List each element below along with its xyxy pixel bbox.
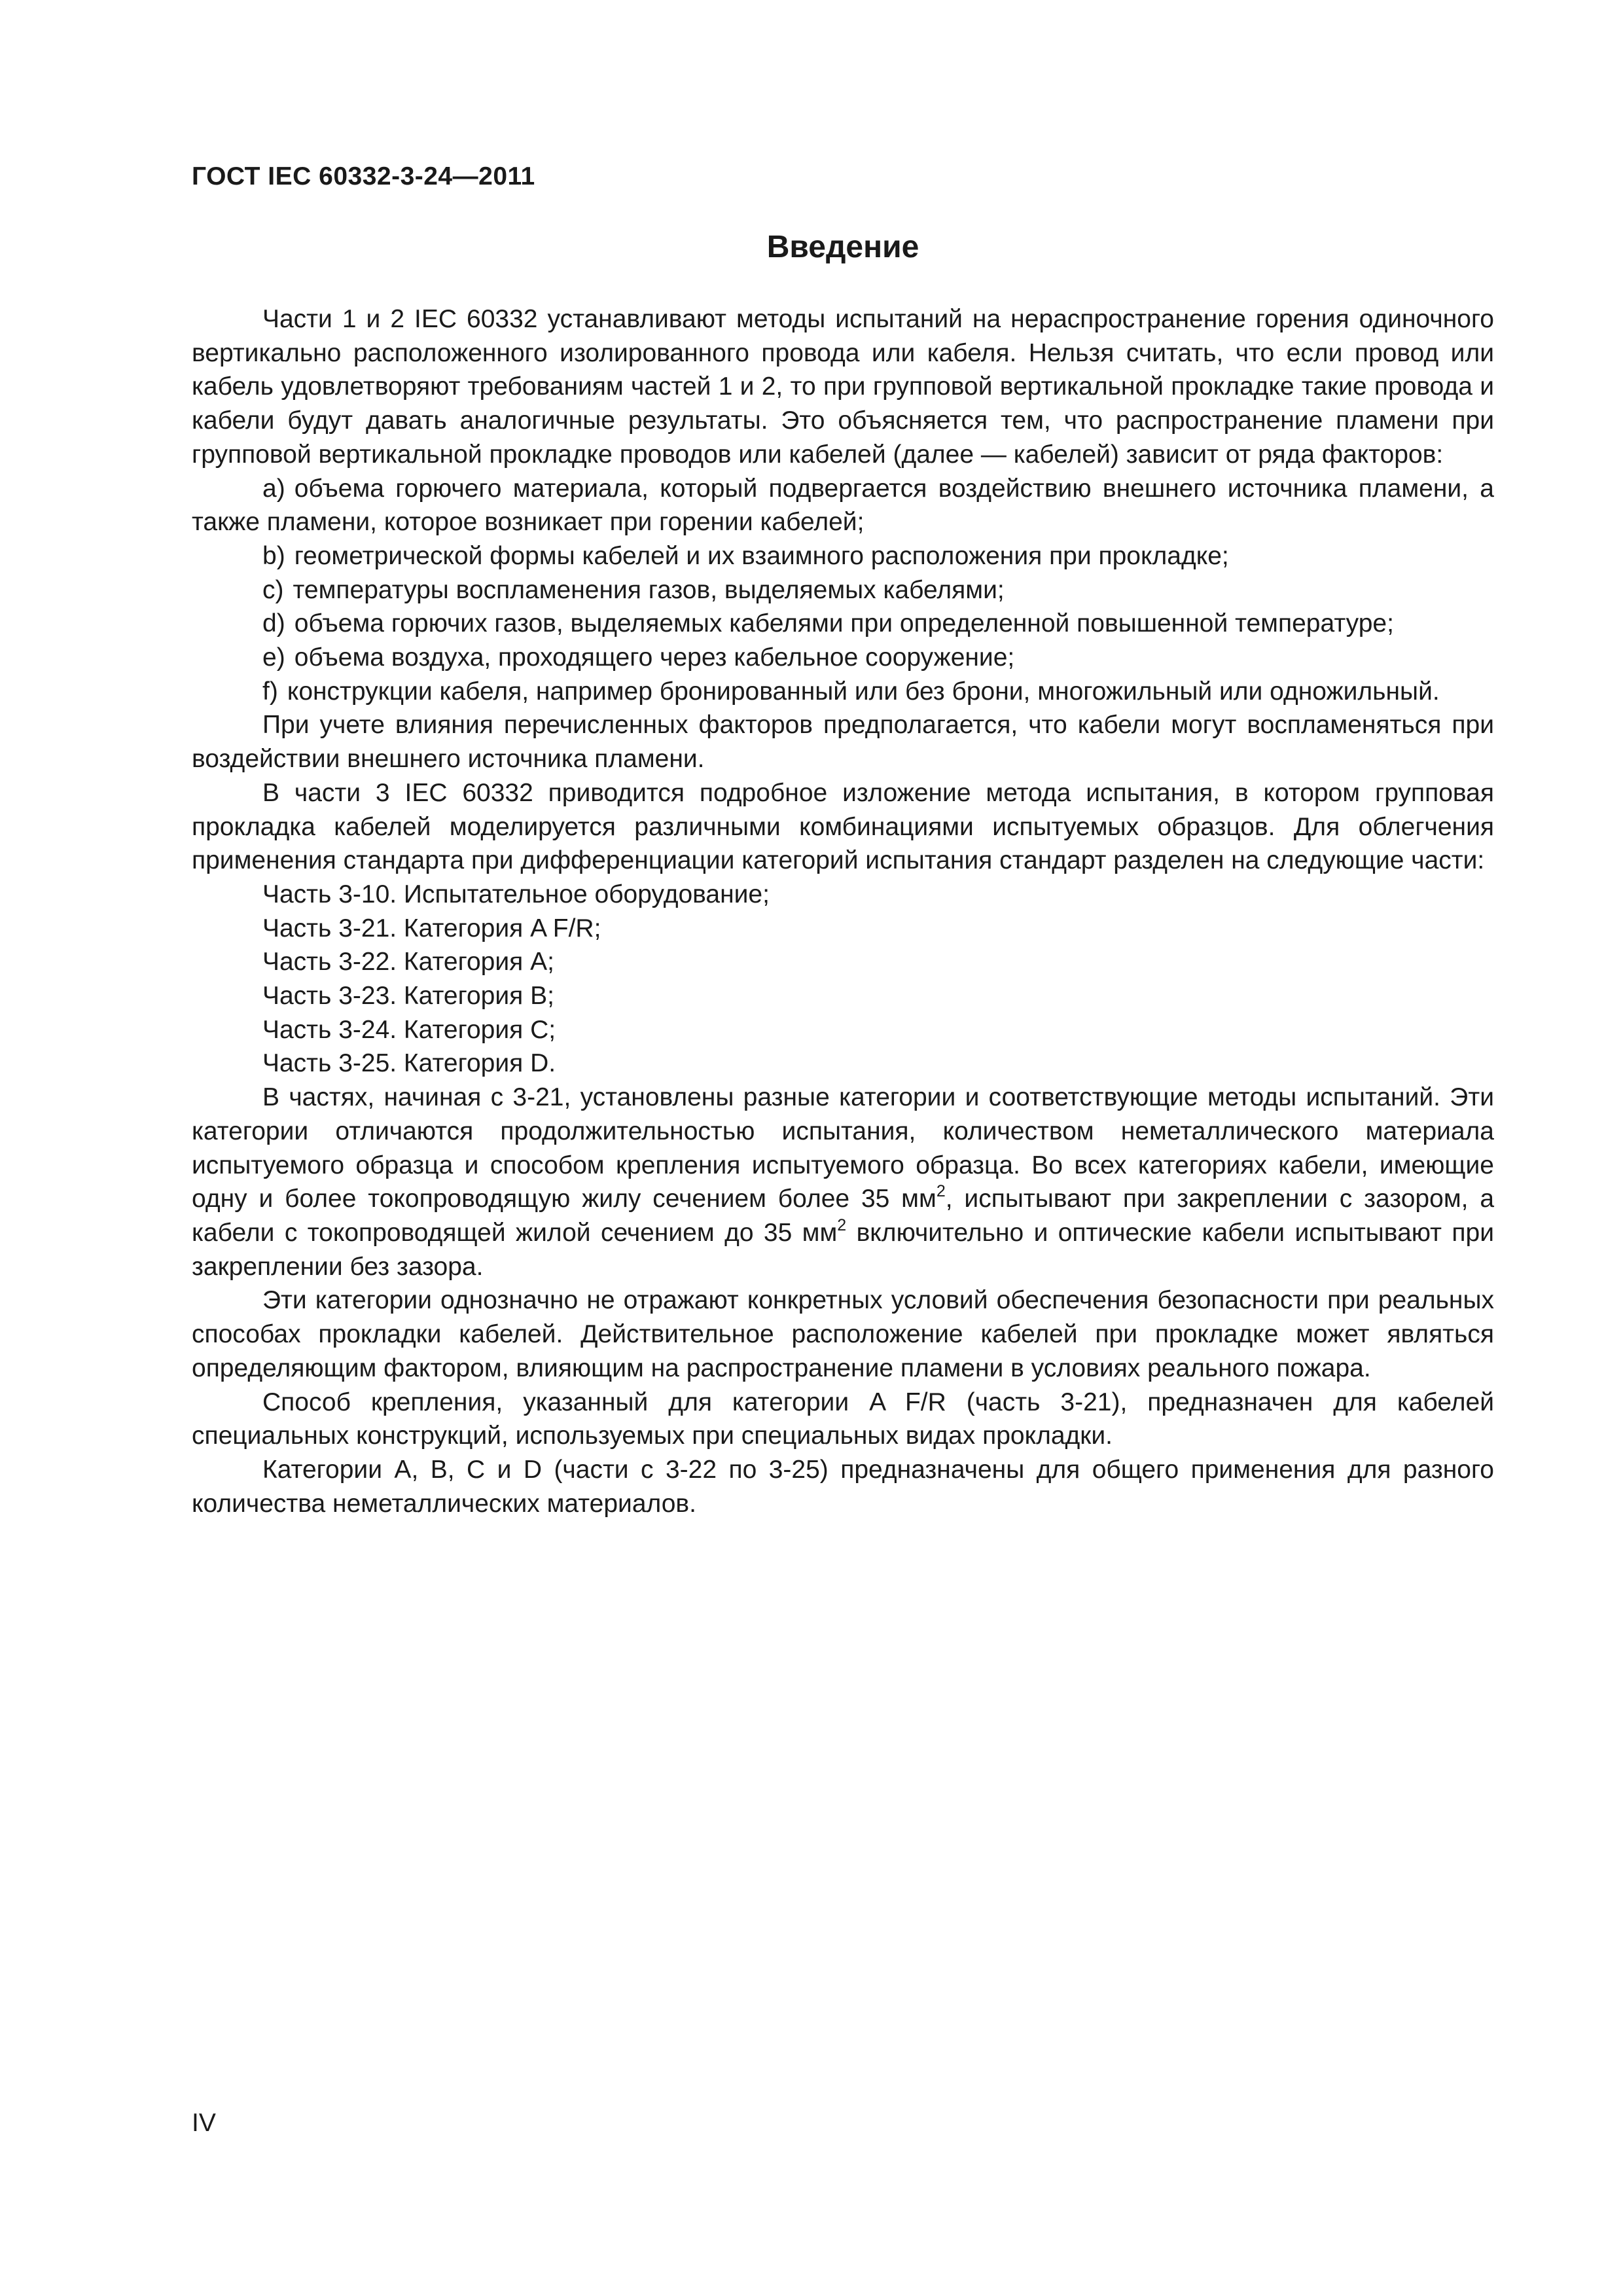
safety-paragraph: Эти категории однозначно не отражают конкретных условий обеспечения безопасности при реальных способах прокладки кабелей. Действительное расположение кабелей при прокладке может являться определяющим фактором, влияющим на распространение пламени в условиях реального пожара. (192, 1286, 1494, 1382)
list-item (192, 641, 1494, 675)
categories-text-part1: В частях, начиная с 3-21, установлены разные категории и соответствующие методы испытаний. Эти категории отличаются продолжительностью испытания, количеством неметаллического материала испытуемого образца и способом крепления испытуемого образца. Во всех категориях кабели, имеющие одну и более токопроводящую жилу сечением более 35 мм (192, 1083, 1494, 1213)
page-number: IV (192, 2109, 216, 2137)
list-marker: f) (262, 677, 278, 706)
list-item: Часть 3-21. Категория A F/R; (262, 914, 601, 942)
list-marker: b) (262, 541, 285, 570)
list-item: Часть 3-24. Категория C; (262, 1015, 556, 1044)
list-item (192, 472, 1494, 539)
superscript: 2 (936, 1182, 946, 1201)
part3-paragraph: В части 3 IEC 60332 приводится подробное изложение метода испытания, в котором групповая прокладка кабелей моделируется различными комбинациями испытуемых образцов. Для облегчения применения стандарта при дифференциации категорий испытания стандарт разделен на следующие части: (192, 778, 1494, 875)
general-paragraph: Категории A, B, C и D (части с 3-22 по 3-25) предназначены для общего применения для разного количества неметаллических материалов. (192, 1455, 1494, 1518)
factors-list (192, 472, 1494, 709)
superscript: 2 (837, 1215, 847, 1234)
parts-list (192, 878, 1494, 1081)
document-body (192, 302, 1494, 1520)
list-item: Часть 3-25. Категория D. (262, 1049, 556, 1078)
factors-conclusion-paragraph: При учете влияния перечисленных факторов предполагается, что кабели могут воспламеняться при воздействии внешнего источника пламени. (192, 711, 1494, 774)
section-title: Введение (766, 230, 919, 264)
mounting-paragraph: Способ крепления, указанный для категории A F/R (часть 3-21), предназначен для кабелей специальных конструкций, используемых при специальных видах прокладки. (192, 1388, 1494, 1450)
list-item: Часть 3-22. Категория A; (262, 948, 554, 977)
list-marker: a) (262, 474, 285, 503)
categories-paragraph (192, 1081, 1494, 1283)
document-code-header: ГОСТ IEC 60332-3-24—2011 (192, 162, 535, 190)
list-item (192, 539, 1494, 573)
list-marker: e) (262, 643, 285, 672)
list-item: Часть 3-10. Испытательное оборудование; (262, 880, 770, 908)
list-item-text: объема горючего материала, который подвергается воздействию внешнего источника пламени, а также пламени, которое возникает при горении кабелей; (192, 474, 1494, 537)
list-marker: d) (262, 609, 285, 638)
list-item-text: конструкции кабеля, например бронированный или без брони, многожильный или одножильный. (287, 677, 1440, 706)
list-marker: c) (262, 575, 284, 604)
list-item (192, 675, 1494, 709)
categories-text-part2: , испытывают при закреплении с зазором, а кабели с токопроводящей жилой сечением до 35 мм (192, 1185, 1495, 1247)
list-item-text: объема воздуха, проходящего через кабельное сооружение; (294, 643, 1015, 672)
intro-paragraph: Части 1 и 2 IEC 60332 устанавливают методы испытаний на нераспространение горения одиночного вертикально расположенного изолированного провода или кабеля. Нельзя считать, что если провод или кабель удовлетворяют требованиям частей 1 и 2, то при групповой вертикальной прокладке такие провода и кабели будут давать аналогичные результаты. Это объясняется тем, что распространение пламени при групповой вертикальной прокладке проводов или кабелей (далее — кабелей) зависит от ряда факторов: (192, 305, 1494, 469)
list-item (192, 607, 1494, 641)
list-item-text: геометрической формы кабелей и их взаимного расположения при прокладке; (294, 541, 1229, 570)
categories-text-part3: включительно и оптические кабели испытывают при закреплении без зазора. (192, 1218, 1494, 1281)
list-item-text: температуры воспламенения газов, выделяемых кабелями; (293, 575, 1005, 604)
list-item (192, 573, 1494, 607)
list-item: Часть 3-23. Категория B; (262, 982, 554, 1011)
list-item-text: объема горючих газов, выделяемых кабелями при определенной повышенной температуре; (294, 609, 1394, 638)
